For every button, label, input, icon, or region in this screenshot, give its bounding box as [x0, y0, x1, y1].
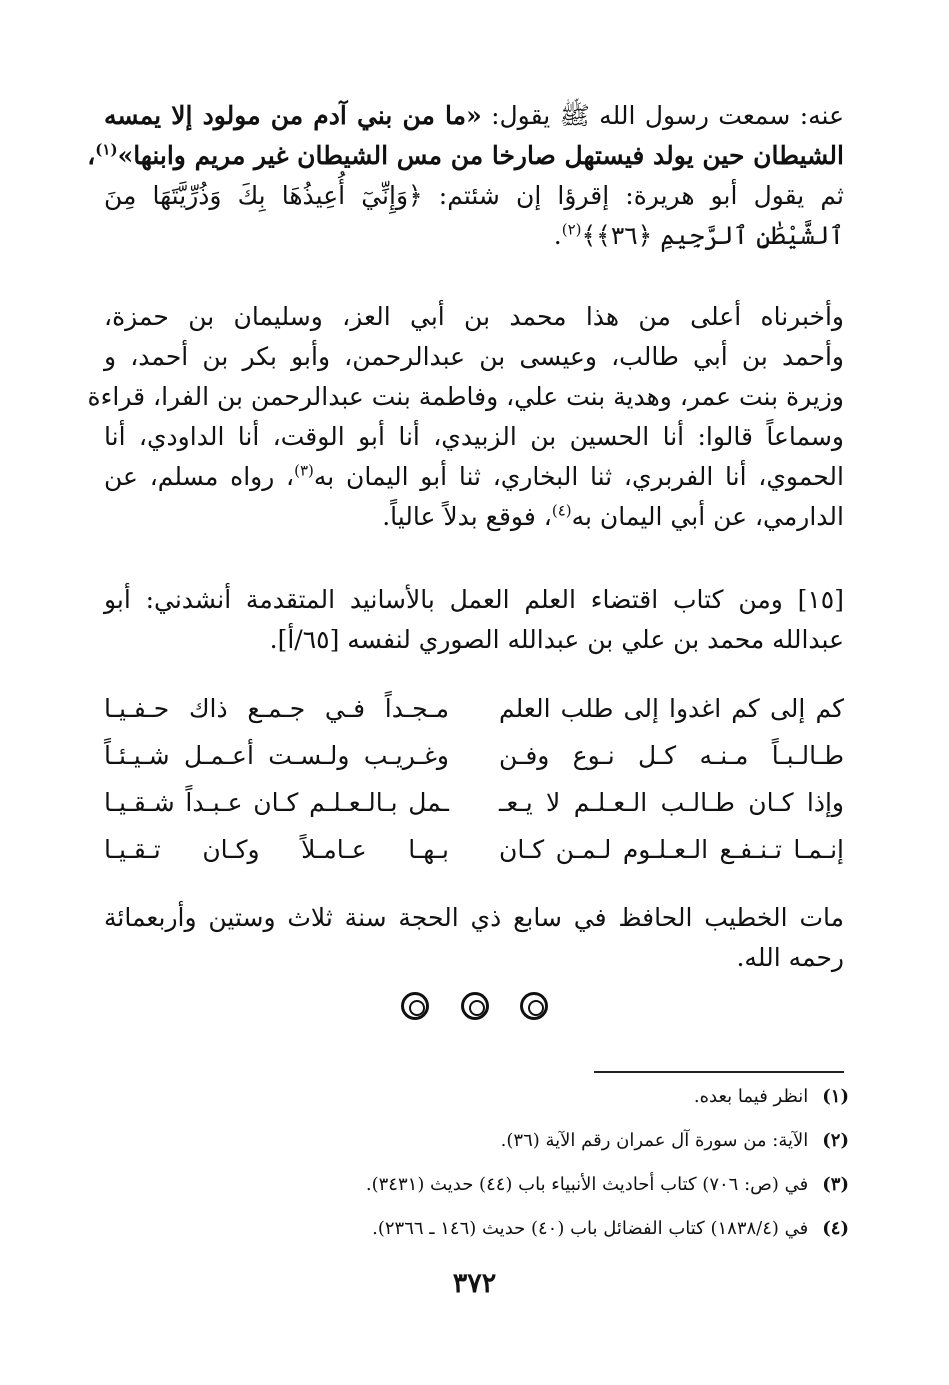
paragraph-hadith — [87, 96, 844, 256]
footnote — [501, 1128, 849, 1154]
ornament-icon — [520, 992, 548, 1020]
text-line: وأخبرناه أعلى من هذا محمد بن أبي العز، وسليمان بن حمزة، — [104, 302, 844, 331]
footnote — [366, 1172, 849, 1198]
text-line: الحموي، أنا الفربري، ثنا البخاري، ثنا أبو اليمان به$^{(٣)}$، رواه مسلم، عن — [104, 461, 844, 491]
verse-second-hemistich: وغـريـب ولـسـت أعـمـل شـيـئـاً — [104, 741, 449, 770]
section-end-ornaments — [0, 992, 949, 1024]
text-line: [١٥] ومن كتاب اقتضاء العلم العمل بالأسانيد المتقدمة أنشدني: أبو — [104, 585, 844, 614]
poem-verse — [104, 835, 844, 885]
text-line: ثم يقول أبو هريرة: إقرؤا إن شئتم: ﴿وَإِنِّيٓ أُعِيذُهَا بِكَ وَذُرِّيَّتَهَا مِنَ — [104, 181, 844, 210]
text-line: الدارمي، عن أبي اليمان به$^{(٤)}$، فوقع بدلاً عالياً. — [382, 501, 844, 531]
footnote-text: في (ص: ٧٠٦) كتاب أحاديث الأنبياء باب (٤٤) حديث (٣٤٣١). — [365, 1174, 809, 1195]
text-line: عبدالله محمد بن علي بن عبدالله الصوري لنفسه [٦٥/أ]. — [269, 625, 844, 654]
footnote-ref: (٤) — [551, 501, 572, 520]
poem-verse — [104, 694, 844, 744]
poem-verse — [104, 788, 844, 838]
text-line: مات الخطيب الحافظ في سابع ذي الحجة سنة ثلاث وستين وأربعمائة — [104, 903, 844, 932]
footnote-ref: (١) — [95, 140, 118, 159]
paragraph-intro-poem — [104, 580, 844, 660]
footnote-ref: (٣) — [294, 461, 314, 480]
verse-first-hemistich: طـالـبـاً مـنـه كـل نـوع وفـن — [499, 741, 844, 770]
footnote-number: (٣) — [822, 1174, 849, 1195]
text-line: ٱلشَّيْطَٰنِ ٱلرَّجِيمِ ﴿٣٦﴾﴾$^{(٢)}$. — [553, 220, 844, 250]
footnote-number: (١) — [822, 1086, 849, 1107]
poem-verse — [104, 741, 844, 791]
footnote-number: (٢) — [822, 1130, 849, 1151]
text-line: عنه: سمعت رسول الله ﷺ يقول: «ما من بني آدم من مولود إلا يمسه — [104, 101, 844, 130]
footnote-text: انظر فيما بعده. — [693, 1086, 809, 1107]
paragraph-isnad — [87, 297, 844, 537]
verse-second-hemistich: مـجـداً فـي جـمـع ذاك حـفـيـا — [104, 694, 449, 723]
text-line: وأحمد بن أبي طالب، وعيسى بن عبدالرحمن، وأبو بكر بن أحمد، و — [104, 342, 844, 371]
text-line: الشيطان حين يولد فيستهل صارخا من مس الشيطان غير مريم وابنها»$^{(١)}$، — [87, 140, 844, 170]
footnote-text: الآية: من سورة آل عمران رقم الآية (٣٦). — [500, 1130, 809, 1151]
footnote-text: في (١٨٣٨/٤) كتاب الفضائل باب (٤٠) حديث (١٤٦ ـ ٢٣٦٦). — [372, 1218, 809, 1239]
footnote — [694, 1084, 849, 1110]
verse-first-hemistich: كم إلى كم اغدوا إلى طلب العلم — [499, 694, 844, 723]
footnote — [372, 1216, 849, 1242]
verse-second-hemistich: بـهـا عـامـلاً وكـان تـقـيـا — [104, 835, 449, 864]
verse-first-hemistich: وإذا كـان طـالـب الـعـلـم لا يـعـ — [499, 788, 844, 817]
verse-second-hemistich: ـمل بـالـعـلـم كـان عـبـداً شـقـيـا — [104, 788, 449, 817]
footnote-ref: (٢) — [561, 220, 582, 239]
text-line: وزيرة بنت عمر، وهدية بنت علي، وفاطمة بنت عبدالرحمن بن الفرا، قراءة — [87, 382, 844, 411]
footnote-number: (٤) — [822, 1218, 849, 1239]
hadith-quote: «ما من بني آدم من مولود إلا يمسه — [104, 101, 482, 130]
page-number: ٣٧٢ — [452, 1268, 497, 1299]
text-line: رحمه الله. — [736, 943, 844, 972]
ornament-icon — [461, 992, 489, 1020]
paragraph-death-note — [104, 898, 844, 978]
footnote-divider — [594, 1071, 844, 1073]
verse-first-hemistich: إنـمـا تـنـفـع الـعـلـوم لـمـن كـان — [499, 835, 844, 864]
text-line: وسماعاً قالوا: أنا الحسين بن الزبيدي، أنا أبو الوقت، أنا الداودي، أنا — [104, 422, 844, 451]
ornament-icon — [401, 992, 429, 1020]
